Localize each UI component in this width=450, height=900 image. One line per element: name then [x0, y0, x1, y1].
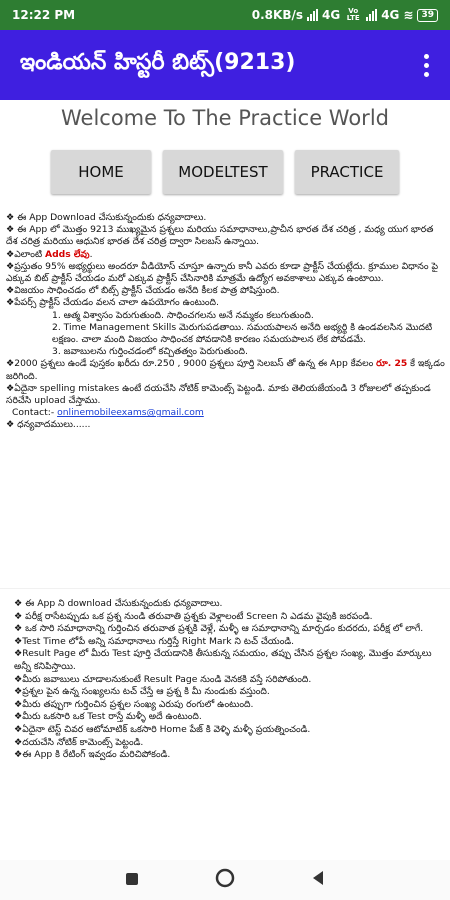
intro-p6: ❖పేపర్స్ ప్రాక్టీస్ చేయడం వలన చాలా ఉపయోగం ఉంటుంది. — [6, 297, 219, 309]
welcome-heading: Welcome To The Practice World — [61, 106, 389, 130]
intro-p4: ❖ప్రస్తుతం 95% అభ్యర్థులు అందరూ వీడియోస్ చూస్తూ ఉన్నారు కానీ ఎవరు కూడా ప్రాక్టీస్ చేయట్లేదు. క్రూముల విధానం పై ఎక్కువ బిట్ ప్రాక్టీస్ చేయడం మరో ఎక్కువ ప్రాక్టీస్ చేసినారికి మాత్రమే ఉద్యోగ అవకాశాలు ఎక్కువ ఉంటాయి. — [6, 260, 438, 285]
intro-p3 — [6, 249, 446, 261]
volte-label: Vo LTE — [346, 7, 360, 22]
wifi-icon: ≋ — [403, 8, 414, 22]
instruction-item: ❖ పరీక్ష రాసేటప్పుడు ఒక ప్రశ్న నుండి తరువాతి ప్రశ్నకు వెళ్లాలంటే Screen ని ఎడమ వైపుకి జరపండి. — [14, 610, 373, 622]
intro-point-2: 2. Time Management Skills మెరుగుపడతాయి. సమయపాలన అనేది అభ్యర్థి కి ఉండవలసిన మొదటి లక్షణం. చాలా మంది విజయం సాధించక పోవడానికి కారణం సమయపాలన లేక పోవడమే. — [52, 321, 433, 346]
price-highlight: రూ. 25 — [376, 358, 408, 370]
no-ads-highlight: Adds లేవు — [44, 248, 90, 260]
intro-p10-post: కే ఇక్కడం జరిగింది. — [6, 358, 445, 382]
practice-button[interactable]: PRACTICE — [295, 150, 399, 194]
main-content[interactable] — [0, 100, 450, 860]
signal-icon — [307, 9, 318, 21]
intro-p3-pre: ❖ఎలాంటి — [6, 248, 45, 260]
instruction-item: ❖Test Time లోపే అన్ని సమాధానాలు గుర్తిస్తే Right Mark ని టచ్ చేయండి. — [14, 635, 295, 647]
intro-p2: ❖ ఈ App లో మొత్తం 9213 ముఖ్యమైన ప్రశ్నలు మరియు సమాధానాలు,ప్రాచీన భారత దేశ చరిత్ర , మధ్య యుగ భారత దేశ చరిత్ర మరియు ఆధునిక భారత దేశ చరిత్ర ద్వారా సిలబస్ ఉన్నాయి. — [6, 224, 434, 248]
modeltest-button[interactable]: MODELTEST — [163, 150, 283, 194]
network-type-2: 4G — [381, 8, 400, 22]
status-bar — [0, 0, 450, 30]
intro-p1: ❖ ఈ App Download చేసుకున్నందుకు ధన్యవాదాలు. — [6, 212, 207, 223]
instruction-item: ❖ ఒక సారి సమాధానాన్ని గుర్తించిన తరువాత ప్రశ్నకి వెళ్లే, మళ్ళీ ఆ సమాధానాన్ని మార్చడం కుదరదు, పరీక్ష లో లాగే. — [14, 623, 424, 635]
circle-home-icon[interactable] — [215, 868, 235, 892]
contact-label: Contact:- — [12, 407, 58, 419]
instruction-item: ❖ప్రశ్నల పైన ఉన్న సంఖ్యలను టచ్ చేస్తే ఆ ప్రశ్న కి మీ నుండుకు వస్తుంది. — [14, 686, 270, 698]
instructions-text — [14, 598, 440, 762]
closing-text: ❖ ధన్యవాదములు...... — [6, 419, 91, 431]
intro-p11: ❖ఏదైనా spelling mistakes ఉంటే దయచేసి నోటిక్ కామెంట్స్ పెట్టండి. మాకు తెలియజేయండి 3 రోజులలో తప్పకుండ సరిచేసి upload చేస్తాము. — [6, 382, 431, 407]
system-nav-bar — [0, 860, 450, 900]
app-title: ఇండియన్ హిస్టరీ బిట్స్(9213) — [20, 50, 296, 75]
intro-point-3: 3. జవాబులను గుర్తించడంలో కచ్చితత్వం పెరుగుతుంది. — [52, 346, 248, 358]
instruction-item: ❖మీరు జవాబులు చూడాలనుకుంటే Result Page నుండి వెనకకి వస్తే సరిపోతుంది. — [14, 673, 312, 685]
more-vert-icon[interactable] — [422, 54, 430, 77]
instruction-item: ❖ ఈ App ని download చేసుకున్నందుకు ధన్యవాదాలు. — [14, 598, 223, 609]
intro-p10 — [6, 358, 446, 382]
signal-icon-2 — [366, 9, 377, 21]
instruction-item: ❖Result Page లో మీరు Test పూర్తి చేయడానికి తీసుకున్న సమయం, తప్పు చేసిన ప్రశ్నల సంఖ్య, మొత్తం మార్కులు అన్నీ కనిపిస్తాయి. — [14, 648, 432, 672]
instruction-item: ❖ఈ App కి రేటింగ్ ఇవ్వడం మరిచిపోకండి. — [14, 749, 171, 761]
intro-p10-pre: ❖2000 ప్రశ్నలు ఉండే పుస్తకం ఖరీదు రూ.250 , 9000 ప్రశ్నలు పూర్తి సెలబస్ తో ఉన్న ఈ App కేవలం — [6, 358, 377, 370]
network-speed: 0.8KB/s — [251, 8, 303, 22]
instruction-item: ❖మీరు తప్పుగా గుర్తించిన ప్రశ్నల సంఖ్య ఎరుపు రంగులో ఉంటుంది. — [14, 698, 254, 710]
contact-line — [6, 407, 446, 419]
section-divider — [0, 588, 450, 589]
status-time: 12:22 PM — [12, 8, 76, 22]
intro-point-1: 1. ఆత్మ విశ్వాసం పెరుగుతుంది. సాధించగలను అనే నమ్మకం కలుగుతుంది. — [52, 309, 314, 321]
instruction-item: ❖ఏదైనా టెస్ట్ చివర ఆటోమాటిక్ ఒకసారి Home పేజ్ కి వెళ్ళి మళ్ళీ ప్రయత్నించండి. — [14, 723, 311, 735]
intro-p5: ❖విజయం సాధించడం లో బిట్స్ ప్రాక్టీస్ చేయడం అనేది కీలక పాత్ర పోషిస్తుంది. — [6, 285, 280, 297]
instruction-item: ❖దయచేసి నోటిక్ కామెంట్స్ పెట్టండి. — [14, 736, 144, 748]
home-button[interactable]: HOME — [51, 150, 151, 194]
instruction-item: ❖మీరు ఒకసారి ఒక Test రాస్తే మళ్ళీ అదే ఉంటుంది. — [14, 711, 202, 723]
triangle-back-icon[interactable] — [311, 870, 325, 890]
battery-icon — [417, 9, 438, 22]
intro-text — [6, 212, 446, 432]
status-icons — [252, 8, 438, 22]
battery-level: 39 — [421, 9, 434, 20]
intro-p3-post: . — [89, 248, 93, 260]
contact-email-link[interactable]: onlinemobileexams@gmail.com — [57, 407, 204, 419]
square-recents-icon[interactable] — [125, 871, 139, 890]
network-type-1: 4G — [322, 8, 341, 22]
nav-buttons — [0, 150, 450, 194]
app-bar — [0, 30, 450, 100]
